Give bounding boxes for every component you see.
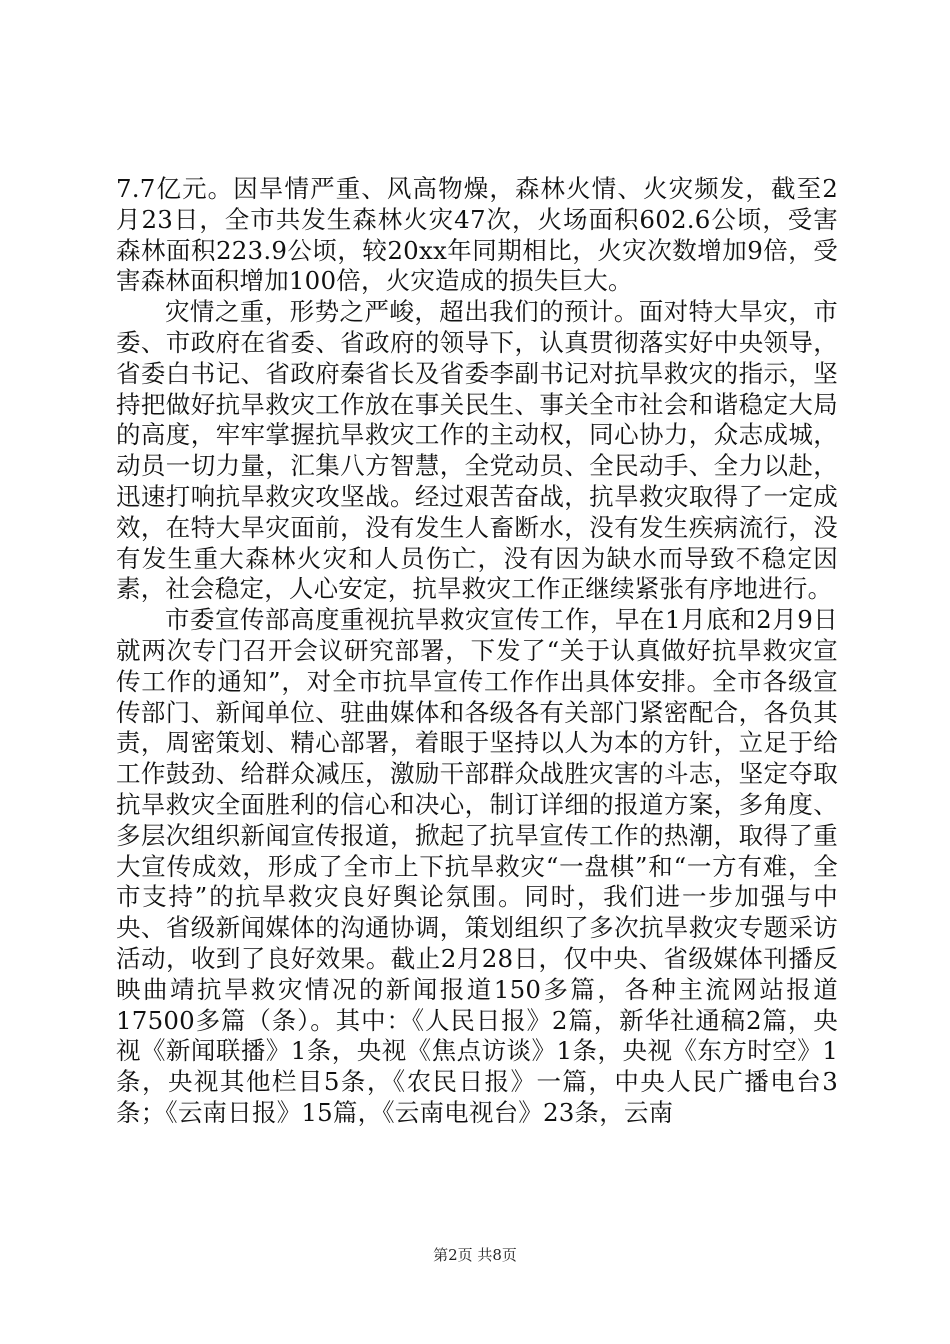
page-footer: 第2页 共8页 bbox=[433, 1246, 517, 1264]
paragraph-3: 市委宣传部高度重视抗旱救灾宣传工作，早在1月底和2月9日就两次专门召开会议研究部署，下发了“关于认真做好抗旱救灾宣传工作的通知”，对全市抗旱宣传工作作出具体安排。全市各级宣传部门、新闻单位、驻曲媒体和各级各有关部门紧密配合，各负其责，周密策划、精心部署，着眼于坚持以人为本的方针，立足于给工作鼓劲、给群众减压，激励干部群众战胜灾害的斗志，坚定夺取抗旱救灾全面胜利的信心和决心，制订详细的报道方案，多角度、多层次组织新闻宣传报道，掀起了抗旱宣传工作的热潮，取得了重大宣传成效，形成了全市上下抗旱救灾“一盘棋”和“一方有难，全市支持”的抗旱救灾良好舆论氛围。同时，我们进一步加强与中央、省级新闻媒体的沟通协调，策划组织了多次抗旱救灾专题采访活动，收到了良好效果。截止2月28日，仅中央、省级媒体刊播反映曲靖抗旱救灾情况的新闻报道150多篇，各种主流网站报道17500多篇（条）。其中：《人民日报》2篇，新华社通稿2篇，央视《新闻联播》1条，央视《焦点访谈》1条，央视《东方时空》1条，央视其他栏目5条，《农民日报》一篇，中央人民广播电台3条；《云南日报》15篇，《云南电视台》23条，云南 bbox=[116, 605, 838, 1127]
paragraph-1: 7.7亿元。因旱情严重、风高物燥，森林火情、火灾频发，截至2月23日，全市共发生森林火灾47次，火场面积602.6公顷，受害森林面积223.9公顷，较20xx年同期相比，火灾次数增加9倍，受害森林面积增加100倍，火灾造成的损失巨大。 bbox=[116, 174, 838, 296]
document-body bbox=[116, 174, 838, 1129]
paragraph-2: 灾情之重，形势之严峻，超出我们的预计。面对特大旱灾，市委、市政府在省委、省政府的领导下，认真贯彻落实好中央领导，省委白书记、省政府秦省长及省委李副书记对抗旱救灾的指示，坚持把做好抗旱救灾工作放在事关民生、事关全市社会和谐稳定大局的高度，牢牢掌握抗旱救灾工作的主动权，同心协力，众志成城，动员一切力量，汇集八方智慧，全党动员、全民动手、全力以赴，迅速打响抗旱救灾攻坚战。经过艰苦奋战，抗旱救灾取得了一定成效，在特大旱灾面前，没有发生人畜断水，没有发生疾病流行，没有发生重大森林火灾和人员伤亡，没有因为缺水而导致不稳定因素，社会稳定，人心安定，抗旱救灾工作正继续紧张有序地进行。 bbox=[116, 297, 838, 604]
